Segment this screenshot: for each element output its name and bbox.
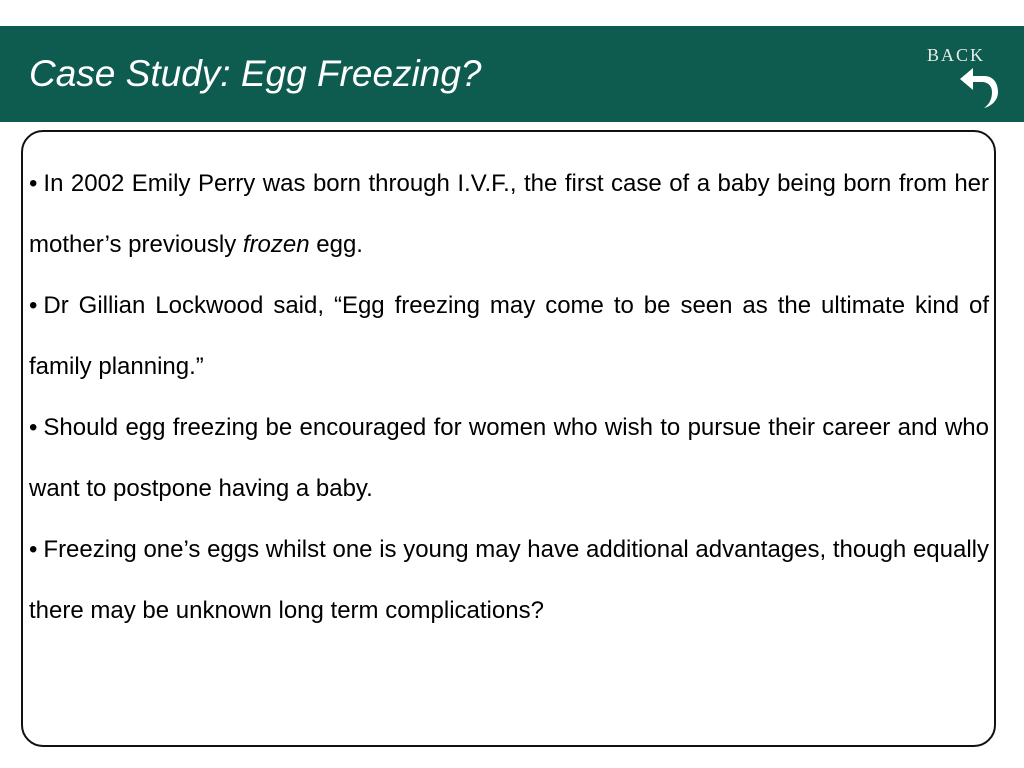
slide-title: Case Study: Egg Freezing? bbox=[29, 53, 482, 94]
bullet-item bbox=[29, 519, 989, 641]
back-button[interactable] bbox=[924, 44, 1002, 110]
bullet-mark: • bbox=[29, 536, 38, 563]
bullet-mark: • bbox=[29, 170, 38, 197]
bullet-mark: • bbox=[29, 414, 38, 441]
bullet-item bbox=[29, 153, 989, 275]
bullet-text: Dr Gillian Lockwood said, “Egg freezing may come to be seen as the ultimate kind of family planning.” bbox=[29, 292, 989, 380]
curved-back-arrow-icon bbox=[958, 64, 1002, 110]
bullet-text: egg. bbox=[309, 231, 363, 258]
bullet-emphasis: frozen bbox=[242, 231, 310, 258]
bullet-text: In 2002 Emily Perry was born through I.V.F., the first case of a baby being born from her mother’s previously bbox=[29, 170, 989, 258]
bullet-text: Freezing one’s eggs whilst one is young may have additional advantages, though equally there may be unknown long term complications? bbox=[29, 536, 989, 624]
bullet-item bbox=[29, 275, 989, 397]
bullet-item bbox=[29, 397, 989, 519]
bullet-mark: • bbox=[29, 292, 38, 319]
bullet-text: Should egg freezing be encouraged for women who wish to pursue their career and who want to postpone having a baby. bbox=[29, 414, 989, 502]
back-label: BACK bbox=[927, 45, 986, 65]
bullet-list bbox=[29, 153, 989, 641]
